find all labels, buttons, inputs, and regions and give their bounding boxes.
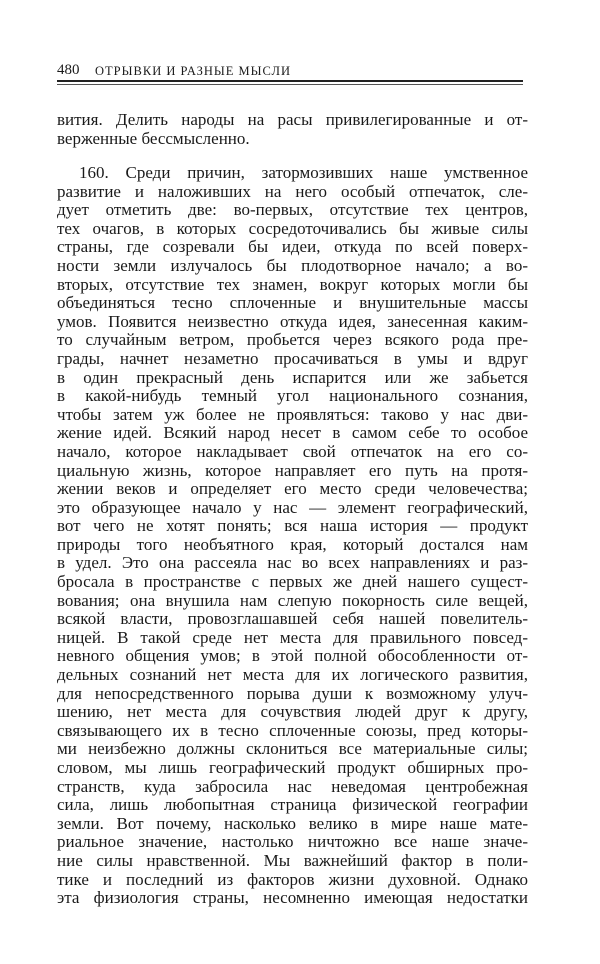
continuation-paragraph — [57, 111, 528, 148]
text-line: в удел. Это она рассеяла нас во всех направлениях и раз- — [57, 553, 528, 573]
text-line: жении веков и определяет его место среди человечества; — [57, 479, 528, 499]
text-line: умов. Появится неизвестно откуда идея, занесенная каким- — [57, 311, 528, 331]
text-line: вторых, отсутствие тех знамен, вокруг которых могли бы — [57, 274, 528, 294]
text-line: то случайным ветром, пробьется через всякого рода пре- — [57, 330, 528, 350]
header-rule-thin — [57, 84, 523, 85]
text-line: риальное значение, настолько ничтожно все наше значе- — [57, 832, 528, 852]
text-line: начало, которое накладывает свой отпечаток на его со- — [57, 441, 528, 461]
text-line: жение идей. Всякий народ несет в самом себе то особое — [57, 423, 528, 443]
text-line: дует отметить две: во-первых, отсутствие тех центров, — [57, 200, 528, 220]
text-line: дельных сознаний нет места для их логического развития, — [57, 665, 528, 685]
text-line: циальную жизнь, которое направляет его путь на протя- — [57, 460, 528, 480]
text-line: вития. Делить народы на расы привилегированные и от- — [57, 110, 528, 129]
text-line: объединяться тесно сплоченные и внушительные массы — [57, 293, 528, 313]
running-title: ОТРЫВКИ И РАЗНЫЕ МЫСЛИ — [95, 64, 292, 78]
text-line: бросала в пространстве с первых же дней нашего сущест- — [57, 572, 528, 592]
text-line: словом, мы лишь географический продукт обширных про- — [57, 758, 528, 777]
text-line: вования; она внушила нам слепую покорность силе вещей, — [57, 590, 528, 610]
header-rule — [57, 80, 523, 82]
text-line: для непосредственного порыва души к возможному улуч- — [57, 683, 528, 703]
text-line: в один прекрасный день испарится или же забьется — [57, 367, 528, 387]
text-line: природы того необъятного края, который достался нам — [57, 534, 528, 554]
text-line: ми неизбежно должны склониться все материальные силы; — [57, 739, 528, 759]
text-line: ности земли излучалось бы плодотворное начало; а во- — [57, 255, 528, 275]
text-line: в какой-нибудь темный угол национального сознания, — [57, 386, 528, 406]
text-line: развитие и наложивших на него особый отпечаток, сле- — [57, 181, 528, 201]
text-line: ницей. В такой среде нет места для правильного повсед- — [57, 627, 528, 647]
text-line: всякой власти, провозглашавшей себя нашей повелитель- — [57, 609, 528, 629]
page-number: 480 — [57, 62, 80, 78]
running-header — [57, 62, 523, 78]
text-line: ние силы нравственной. Мы важнейший фактор в поли- — [57, 850, 528, 870]
text-line: тике и последний из факторов жизни духовной. Однако — [57, 869, 528, 889]
text-line: 160. Среди причин, затормозивших наше умственное — [79, 163, 528, 182]
text-line: это образующее начало у нас — элемент географический, — [57, 497, 528, 517]
text-line: чтобы затем уж более не проявляться: таково у нас дви- — [57, 404, 528, 424]
text-line: эта физиология страны, несомненно имеющая недостатки — [57, 888, 528, 908]
text-line: странств, куда забросила нас неведомая центробежная — [57, 776, 528, 796]
text-line: страны, где созревали бы идеи, откуда по всей поверх- — [57, 237, 528, 257]
text-line: верженные бессмысленно. — [57, 128, 250, 148]
text-line: сила, лишь любопытная страница физической географии — [57, 795, 528, 815]
text-line: связывающего их в тесно сплоченные союзы, пред которы- — [57, 720, 528, 740]
text-line: невного общения умов; в этой полной обособленности от- — [57, 646, 528, 666]
text-line: вот чего не хотят понять; вся наша история — продукт — [57, 516, 528, 536]
paragraph-160 — [57, 164, 528, 908]
text-line: шению, нет места для сочувствия людей друг к другу, — [57, 702, 528, 722]
text-line: тех очагов, в которых сосредоточивались бы живые силы — [57, 218, 528, 238]
text-line: земли. Вот почему, насколько велико в мире наше мате- — [57, 813, 528, 833]
text-line: грады, начнет незаметно просачиваться в умы и вдруг — [57, 348, 528, 368]
